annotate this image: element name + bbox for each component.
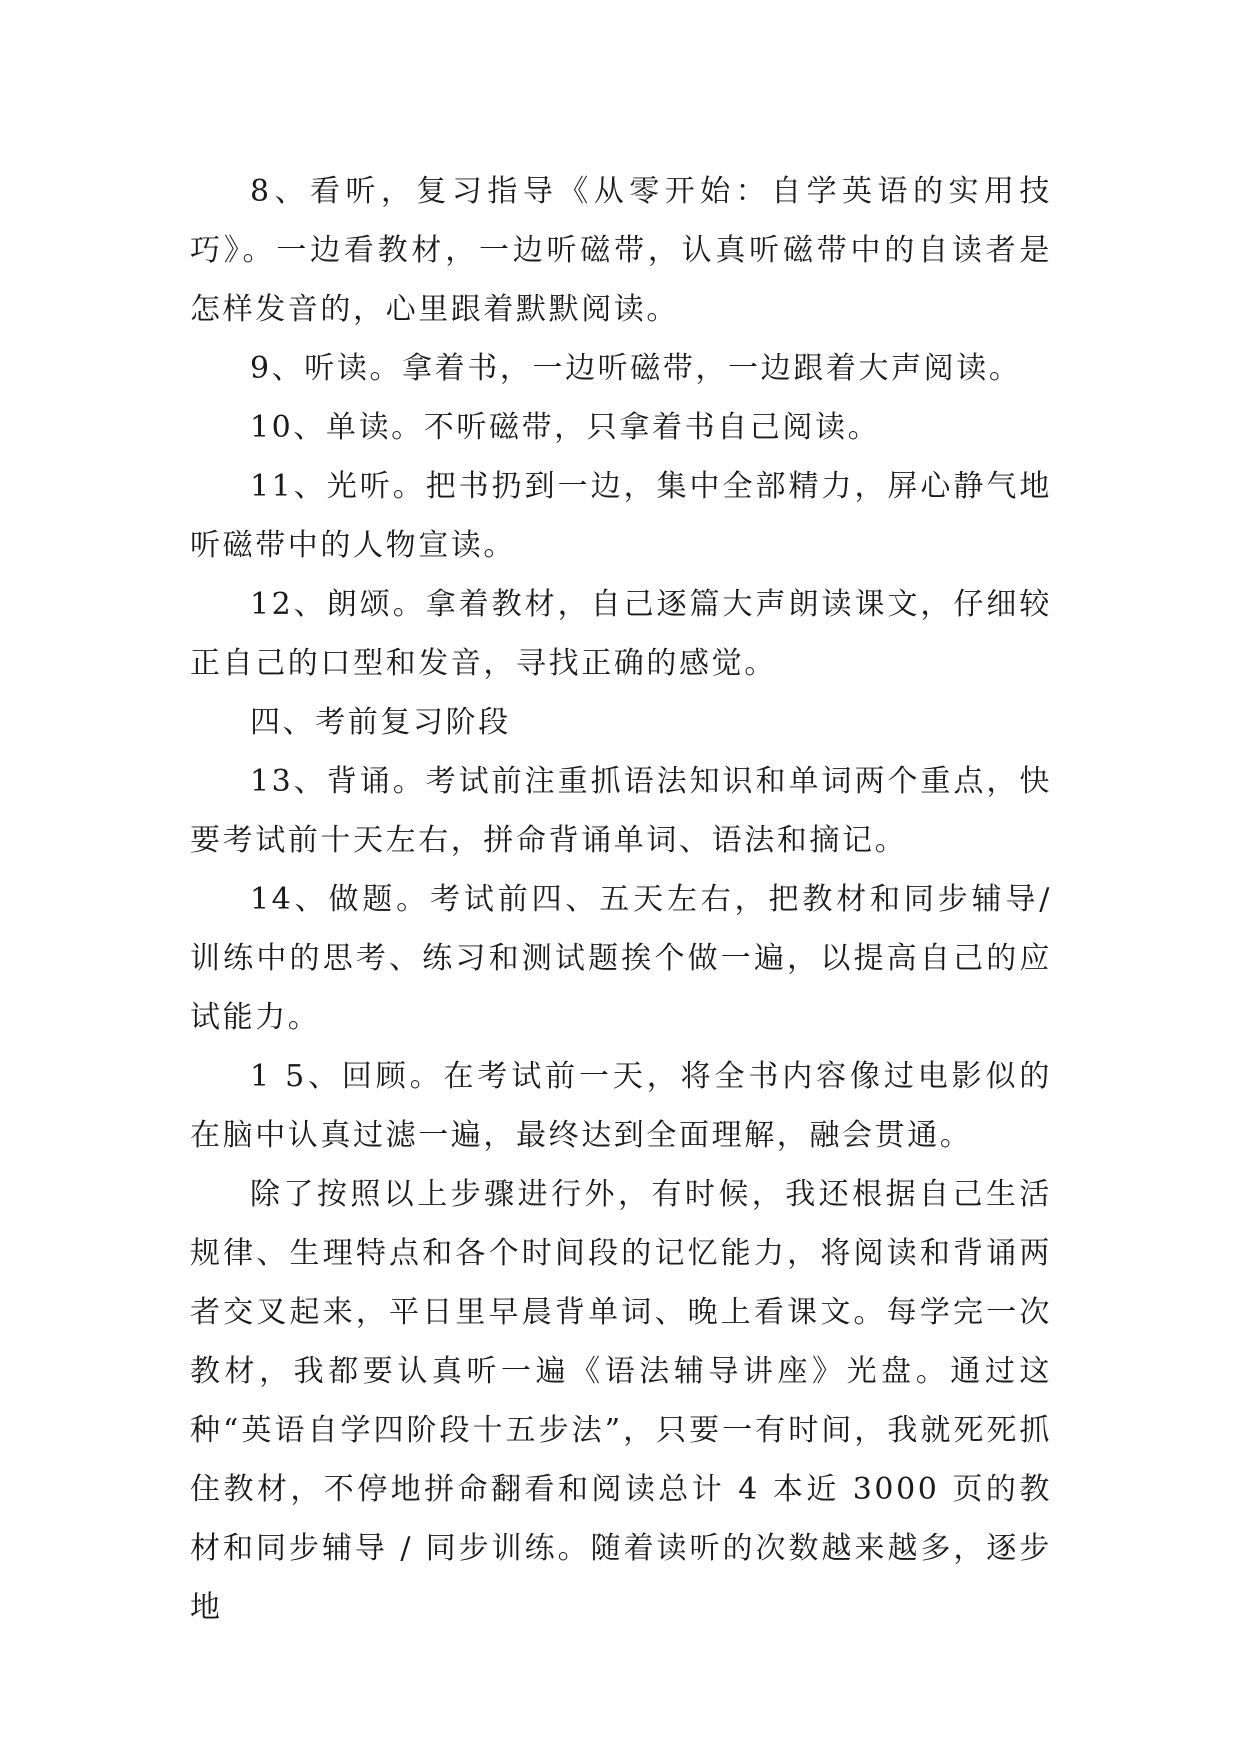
paragraph-step-11: 11、光听。把书扔到一边，集中全部精力，屏心静气地听磁带中的人物宣读。 (190, 469, 1052, 563)
paragraph-step-9: 9、听读。拿着书，一边听磁带，一边跟着大声阅读。 (250, 351, 1022, 386)
paragraph-step-14: 14、做题。考试前四、五天左右，把教材和同步辅导/训练中的思考、练习和测试题挨个做一遍，以提高自己的应试能力。 (190, 882, 1052, 1035)
paragraph-step-12: 12、朗颂。拿着教材，自己逐篇大声朗读课文，仔细较正自己的口型和发音，寻找正确的感觉。 (190, 587, 1052, 681)
section-heading: 四、考前复习阶段 (250, 705, 511, 740)
paragraph-step-13: 13、背诵。考试前注重抓语法知识和单词两个重点，快要考试前十天左右，拼命背诵单词、语法和摘记。 (190, 764, 1052, 858)
paragraph-step-8: 8、看听，复习指导《从零开始：自学英语的实用技巧》。一边看教材，一边听磁带，认真听磁带中的自读者是怎样发音的，心里跟着默默阅读。 (190, 174, 1052, 327)
paragraph-step-10: 10、单读。不听磁带，只拿着书自己阅读。 (250, 410, 881, 445)
paragraph-step-15: 1 5、回顾。在考试前一天，将全书内容像过电影似的在脑中认真过滤一遍，最终达到全面理解，融会贯通。 (190, 1059, 1052, 1153)
paragraph-summary: 除了按照以上步骤进行外，有时候，我还根据自己生活规律、生理特点和各个时间段的记忆能力，将阅读和背诵两者交叉起来，平日里早晨背单词、晚上看课文。每学完一次教材，我都要认真听一遍《语法辅导讲座》光盘。通过这种“英语自学四阶段十五步法”，只要一有时间，我就死死抓住教材，不停地拼命翻看和阅读总计 4 本近 3000 页的教材和同步辅导 / 同步训练。随着读听的次数越来越多，逐步地 (190, 1177, 1052, 1625)
document-body (190, 162, 1052, 1637)
